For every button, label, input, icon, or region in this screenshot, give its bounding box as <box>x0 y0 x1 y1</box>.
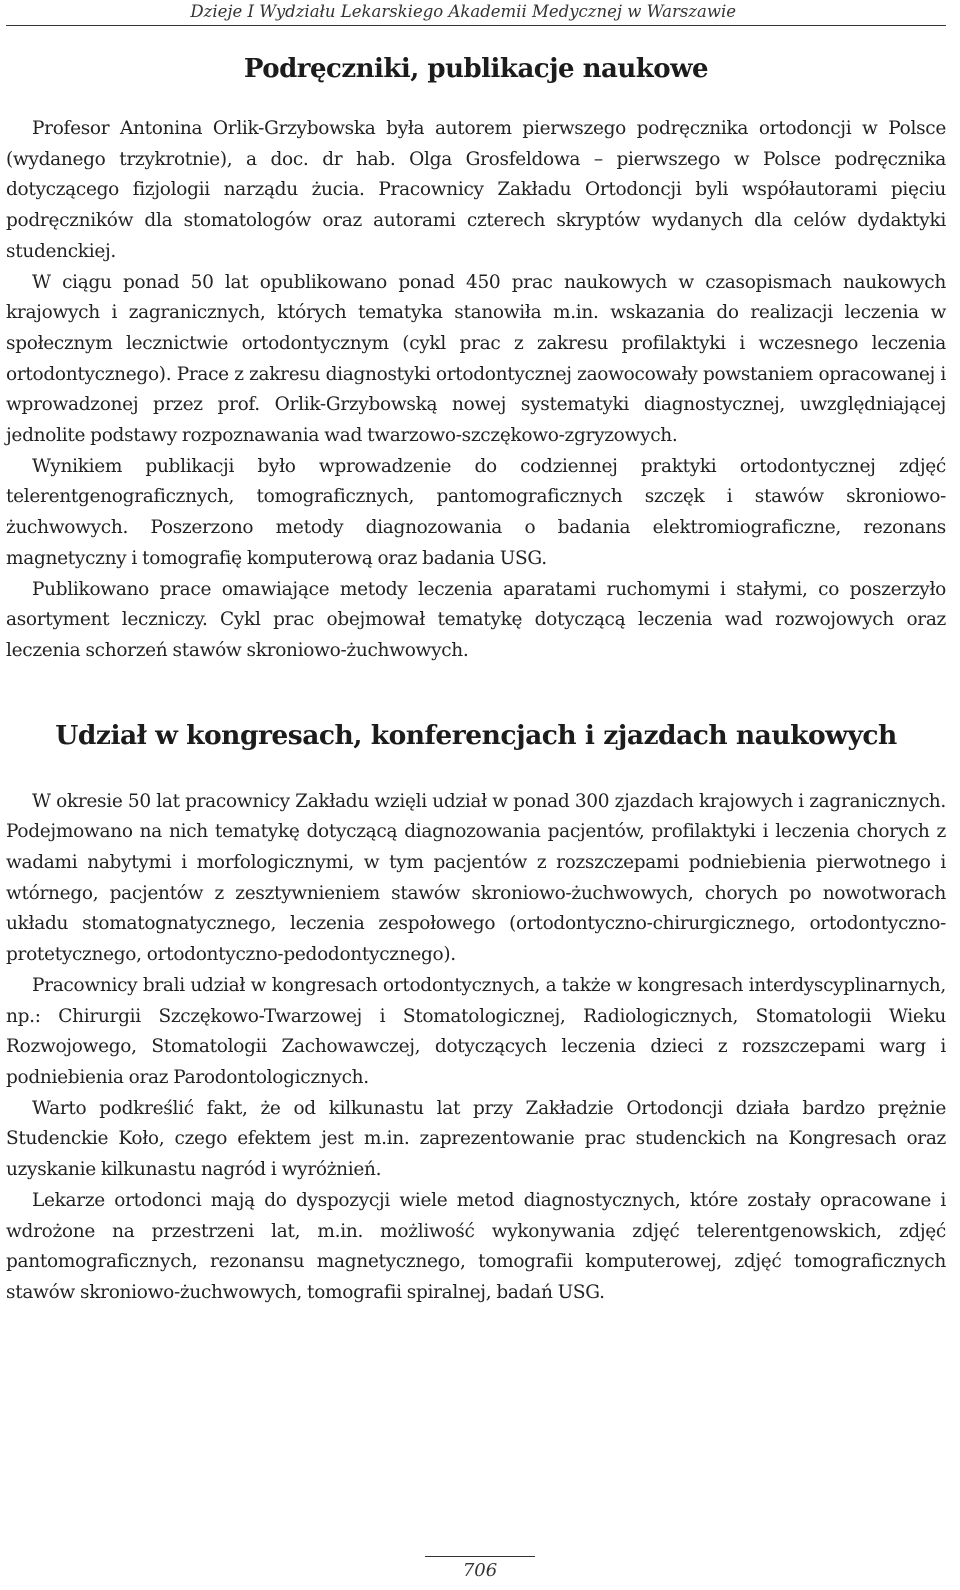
paragraph: Lekarze ortodonci mają do dyspozycji wiele metod diagnostycznych, które zostały opracowane i wdrożone na przestrzeni lat, m.in. możliwość wykonywania zdjęć telerentgenowskich, zdjęć pantomograficznych, rezonansu magnetycznego, tomografii komputerowej, zdjęć tomograficznych stawów skroniowo-żuchwowych, tomografii spiralnej, badań USG. <box>6 1189 946 1303</box>
page-content <box>6 50 946 1309</box>
paragraph: Wynikiem publikacji było wprowadzenie do codziennej praktyki ortodontycznej zdjęć telerentgenograficznych, tomograficznych, pantomograficznych szczęk i stawów skroniowo-żuchwowych. Poszerzono metody diagnozowania o badania elektromiograficzne, rezonans magnetyczny i tomografię komputerową oraz badania USG. <box>6 455 946 569</box>
paragraph: W ciągu ponad 50 lat opublikowano ponad 450 prac naukowych w czasopismach naukowych krajowych i zagranicznych, których tematyka stanowiła m.in. wskazania do realizacji leczenia w społecznym lecznictwie ortodontycznym (cykl prac z zakresu profilaktyki i wczesnego leczenia ortodontycznego). Prace z zakresu diagnostyki ortodontycznej zaowocowały powstaniem opracowanej i wprowadzonej przez prof. Orlik-Grzybowską nowej systematyki diagnostycznej, uwzględniającej jednolite podstawy rozpoznawania wad twarzowo-szczękowo-zgryzowych. <box>6 271 946 447</box>
paragraph: Warto podkreślić fakt, że od kilkunastu lat przy Zakładzie Ortodoncji działa bardzo prężnie Studenckie Koło, czego efektem jest m.in. zaprezentowanie prac studenckich na Kongresach oraz uzyskanie kilkunastu nagród i wyróżnień. <box>6 1097 946 1181</box>
paragraph: Profesor Antonina Orlik-Grzybowska była autorem pierwszego podręcznika ortodoncji w Polsce (wydanego trzykrotnie), a doc. dr hab. Olga Grosfeldowa – pierwszego w Polsce podręcznika dotyczącego fizjologii narządu żucia. Pracownicy Zakładu Ortodoncji byli współautorami pięciu podręczników dla stomatologów oraz autorami czterech skryptów wydanych dla celów dydaktyki studenckiej. <box>6 118 946 262</box>
paragraph: W okresie 50 lat pracownicy Zakładu wzięli udział w ponad 300 zjazdach krajowych i zagranicznych. Podejmowano na nich tematykę dotyczącą diagnozowania pacjentów, profilaktyki i leczenia chorych z wadami nabytymi i morfologicznymi, w tym pacjentów z rozszczepami podniebienia pierwotnego i wtórnego, pacjentów z zesztywnieniem stawów skroniowo-żuchwowych, chorych po nowotworach układu stomatognatycznego, leczenia zespołowego (ortodontyczno-chirurgicznego, ortodontyczno-protetycznego, ortodontyczno-pedodontycznego). <box>6 790 946 966</box>
paragraph: Pracownicy brali udział w kongresach ortodontycznych, a także w kongresach interdyscyplinarnych, np.: Chirurgii Szczękowo-Twarzowej i Stomatologicznej, Radiologicznych, Stomatologii Wieku Rozwojowego, Stomatologii Zachowawczej, dotyczących leczenia dzieci z rozszczepami warg i podniebienia oraz Parodontologicznych. <box>6 974 946 1088</box>
running-header <box>6 1 946 26</box>
section-heading-textbooks: Podręczniki, publikacje naukowe <box>243 54 709 84</box>
page-footer <box>0 1556 960 1586</box>
running-header-title: Dzieje I Wydziału Lekarskiego Akademii Medycznej w Warszawie <box>190 2 736 21</box>
page-number: 706 <box>462 1560 498 1581</box>
section-heading-congresses: Udział w kongresach, konferencjach i zjazdach naukowych <box>55 719 897 751</box>
paragraph: Publikowano prace omawiające metody leczenia aparatami ruchomymi i stałymi, co poszerzyło asortyment leczniczy. Cykl prac obejmował tematykę dotyczącą leczenia wad rozwojowych oraz leczenia schorzeń stawów skroniowo-żuchwowych. <box>6 578 946 661</box>
